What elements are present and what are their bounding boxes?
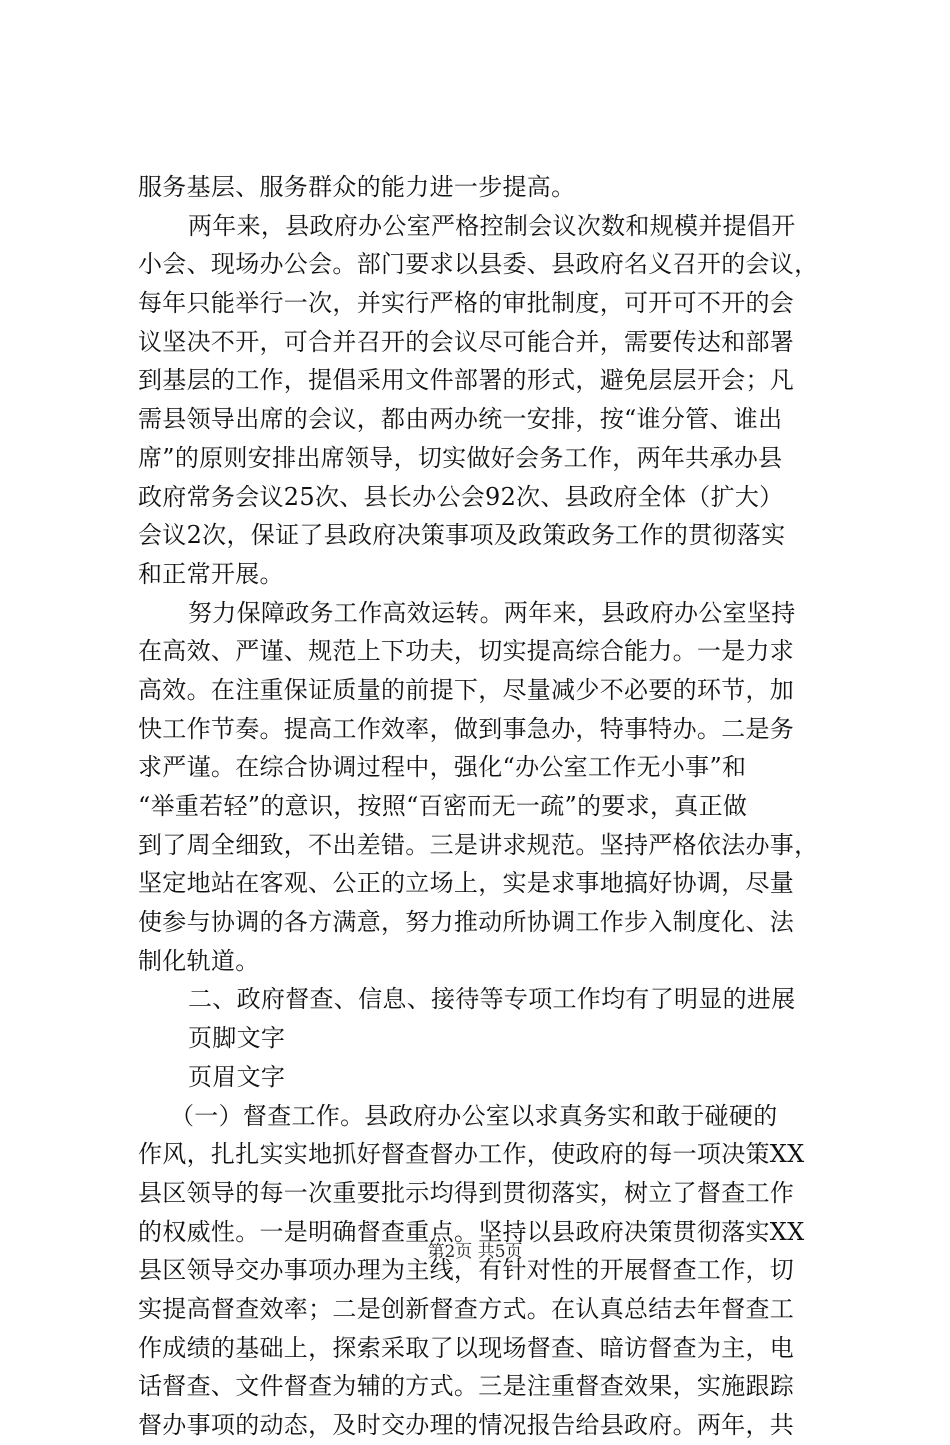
subsection-start-line: （一）督查工作。县政府办公室以求真务实和敢于碰硬的 xyxy=(170,1101,778,1130)
text-line: 和正常开展。 xyxy=(138,559,284,588)
text-line: 到基层的工作，提倡采用文件部署的形式，避免层层开会；凡 xyxy=(138,366,795,395)
text-line: 到了周全细致，不出差错。三是讲求规范。坚持严格依法办事， xyxy=(138,830,819,859)
text-line: 求严谨。在综合协调过程中，强化“办公室工作无小事”和 xyxy=(138,753,747,782)
text-line: 在高效、严谨、规范上下功夫，切实提高综合能力。一是力求 xyxy=(138,637,795,666)
text-line: 坚定地站在客观、公正的立场上，实是求事地搞好协调，尽量 xyxy=(138,869,795,898)
paragraph-start-line: 努力保障政务工作高效运转。两年来，县政府办公室坚持 xyxy=(188,598,796,627)
text-line: 会议2次，保证了县政府决策事项及政策政务工作的贯彻落实 xyxy=(138,521,786,550)
text-line: 议坚决不开，可合并召开的会议尽可能合并，需要传达和部署 xyxy=(138,327,795,356)
header-placeholder-text: 页眉文字 xyxy=(188,1062,286,1091)
text-line: 作风，扎扎实实地抓好督查督办工作，使政府的每一项决策XX xyxy=(138,1140,805,1169)
text-line: 县区领导的每一次重要批示均得到贯彻落实，树立了督查工作 xyxy=(138,1178,795,1207)
text-line: 高效。在注重保证质量的前提下，尽量减少不必要的环节，加 xyxy=(138,675,795,704)
text-line: 督办事项的动态，及时交办理的情况报告给县政府。两年，共 xyxy=(138,1411,795,1439)
page-number-footer: 第2页 共5页 xyxy=(427,1242,523,1262)
text-line: 话督查、文件督查为辅的方式。三是注重督查效果，实施跟踪 xyxy=(138,1372,795,1401)
text-line: 小会、现场办公会。部门要求以县委、县政府名义召开的会议， xyxy=(138,250,819,279)
text-line: 使参与协调的各方满意，努力推动所协调工作步入制度化、法 xyxy=(138,908,795,937)
text-line: 需县领导出席的会议，都由两办统一安排，按“谁分管、谁出 xyxy=(138,405,783,434)
section-heading: 二、政府督查、信息、接待等专项工作均有了明显的进展 xyxy=(188,985,796,1014)
paragraph-start-line: 两年来，县政府办公室严格控制会议次数和规模并提倡开 xyxy=(188,211,796,240)
text-line: 制化轨道。 xyxy=(138,946,260,975)
footer-placeholder-text: 页脚文字 xyxy=(188,1024,286,1053)
text-line: 政府常务会议25次、县长办公会92次、县政府全体（扩大） xyxy=(138,482,784,511)
text-line: 席”的原则安排出席领导，切实做好会务工作，两年共承办县 xyxy=(138,443,783,472)
text-line: 服务基层、服务群众的能力进一步提高。 xyxy=(138,173,576,201)
text-line: 县区领导交办事项办理为主线，有针对性的开展督查工作，切 xyxy=(138,1256,795,1285)
text-line: 快工作节奏。提高工作效率，做到事急办，特事特办。二是务 xyxy=(138,714,795,743)
text-line: 每年只能举行一次，并实行严格的审批制度，可开可不开的会 xyxy=(138,289,795,318)
text-line: “举重若轻”的意识，按照“百密而无一疏”的要求，真正做 xyxy=(138,792,748,820)
text-line: 实提高督查效率；二是创新督查方式。在认真总结去年督查工 xyxy=(138,1294,795,1323)
text-line: 作成绩的基础上，探索采取了以现场督查、暗访督查为主，电 xyxy=(138,1333,795,1362)
text-line: 的权威性。一是明确督查重点。坚持以县政府决策贯彻落实XX xyxy=(138,1217,805,1246)
